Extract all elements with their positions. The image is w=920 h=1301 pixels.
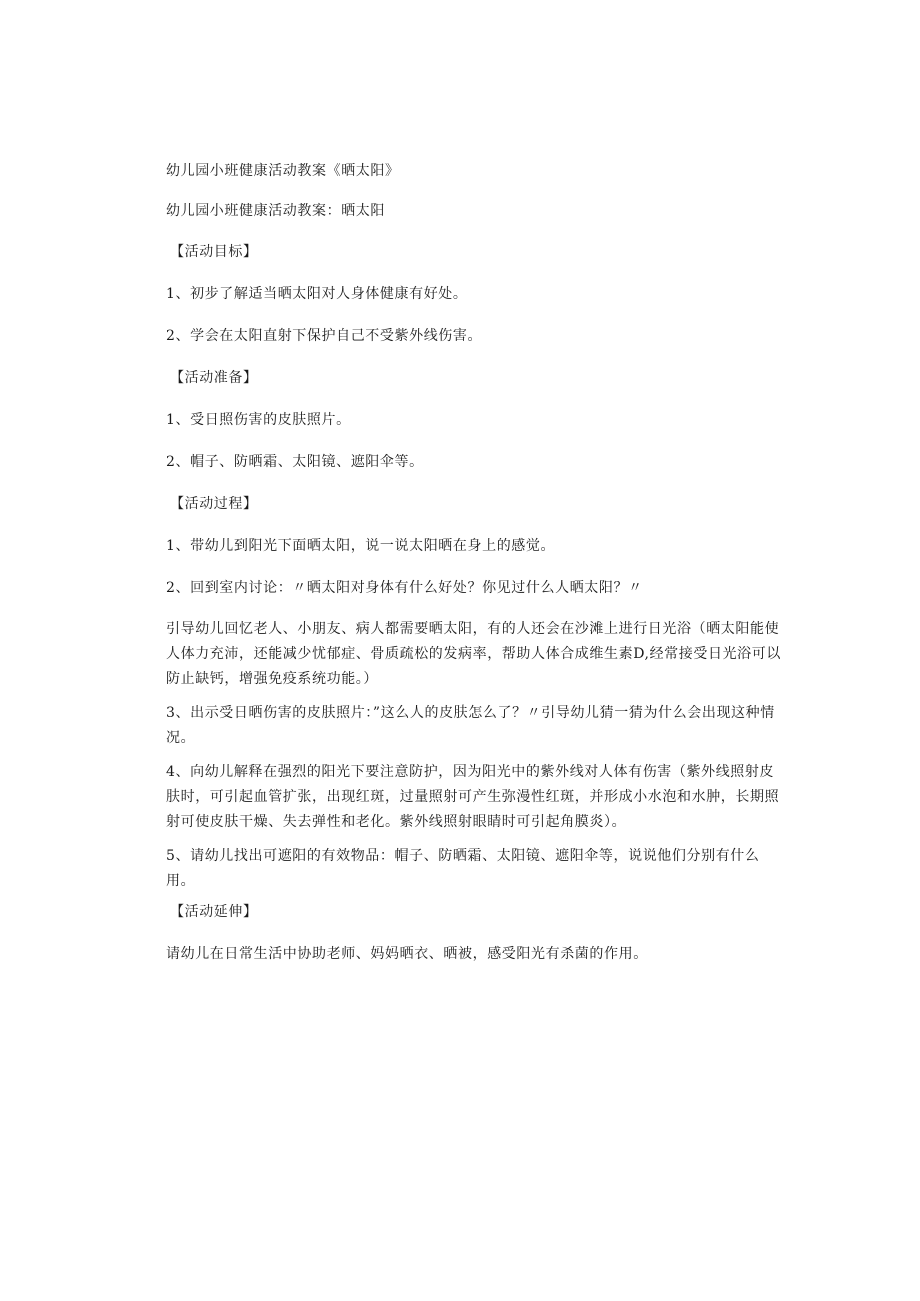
- prep-item-2: 2、帽子、防晒霜、太阳镜、遮阳伞等。: [166, 454, 424, 470]
- goal-heading: 【活动目标】: [170, 244, 258, 260]
- process-step-5: 5、请幼儿找出可遮阳的有效物品：帽子、防晒霜、太阳镜、遮阳伞等，说说他们分别有什么用。: [166, 848, 760, 889]
- prep-heading: 【活动准备】: [170, 370, 258, 386]
- goal-item-1: 1、初步了解适当晒太阳对人身体健康有好处。: [166, 286, 468, 302]
- process-step-1: 1、带幼儿到阳光下面晒太阳，说一说太阳晒在身上的感觉。: [166, 538, 556, 554]
- process-step-2-detail: 引导幼儿回忆老人、小朋友、病人都需要晒太阳，有的人还会在沙滩上进行日光浴（晒太阳能使人体力充沛，还能减少忧郁症、骨质疏松的发病率，帮助人体合成维生素D,经常接受日光浴可以防止缺钙，增强免疫系统功能。）: [166, 621, 781, 687]
- process-step-2: 2、回到室内讨论：〃晒太阳对身体有什么好处？你见过什么人晒太阳？〃: [166, 580, 643, 596]
- process-step-3: 3、出示受日晒伤害的皮肤照片：”这么人的皮肤怎么了？〃引导幼儿猜一猜为什么会出现这种情况。: [166, 705, 775, 746]
- document-title: 幼儿园小班健康活动教案《晒太阳》: [166, 163, 400, 179]
- extend-item-1: 请幼儿在日常生活中协助老师、妈妈晒衣、晒被，感受阳光有杀菌的作用。: [166, 946, 648, 962]
- goal-item-2: 2、学会在太阳直射下保护自己不受紫外线伤害。: [166, 328, 483, 344]
- process-step-4: 4、向幼儿解释在强烈的阳光下要注意防护，因为阳光中的紫外线对人体有伤害（紫外线照射皮肤时，可引起血管扩张，出现红斑，过量照射可产生弥漫性红斑，并形成小水泡和水肿，长期照射可使皮肤干燥、失去弹性和老化。紫外线照射眼睛时可引起角膜炎）。: [166, 764, 780, 830]
- document-subtitle: 幼儿园小班健康活动教案：晒太阳: [166, 203, 385, 219]
- prep-item-1: 1、受日照伤害的皮肤照片。: [166, 412, 351, 428]
- extend-heading: 【活动延伸】: [170, 904, 258, 920]
- process-heading: 【活动过程】: [170, 496, 258, 512]
